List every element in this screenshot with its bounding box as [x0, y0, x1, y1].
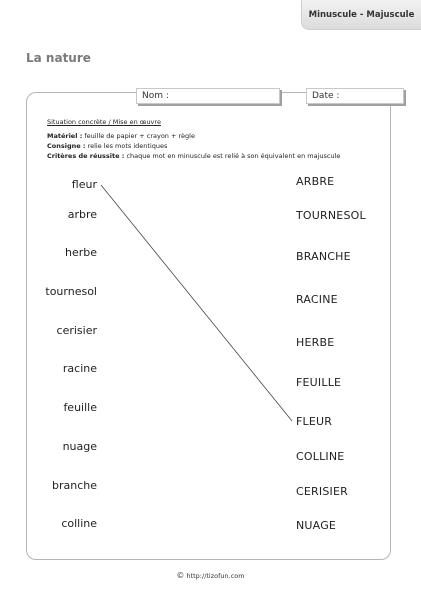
page-title: La nature	[26, 51, 91, 65]
left-word-feuille[interactable]: feuille	[63, 401, 97, 414]
materiel-label: Matériel :	[47, 132, 83, 140]
right-word-tournesol[interactable]: TOURNESOL	[296, 209, 366, 222]
right-word-colline[interactable]: COLLINE	[296, 450, 345, 463]
right-word-nuage[interactable]: NUAGE	[296, 519, 337, 532]
left-word-arbre[interactable]: arbre	[67, 208, 97, 221]
header-tab: Minuscule - Majuscule	[301, 0, 421, 30]
right-word-arbre[interactable]: ARBRE	[296, 175, 335, 188]
date-field[interactable]: Date :	[306, 88, 404, 104]
consigne-text: relie les mots identiques	[85, 142, 168, 150]
left-word-tournesol[interactable]: tournesol	[45, 285, 97, 298]
materiel-text: feuille de papier + crayon + règle	[82, 132, 195, 140]
footer-url[interactable]: http://tizofun.com	[186, 572, 245, 580]
right-word-herbe[interactable]: HERBE	[296, 336, 335, 349]
consigne-label: Consigne :	[47, 142, 86, 150]
left-word-cerisier[interactable]: cerisier	[56, 324, 97, 337]
right-word-fleur[interactable]: FLEUR	[296, 415, 333, 428]
example-connection-line	[101, 185, 292, 421]
left-word-herbe[interactable]: herbe	[64, 246, 97, 259]
left-word-nuage[interactable]: nuage	[62, 440, 97, 453]
copyright-icon: ©	[176, 571, 185, 580]
footer	[0, 571, 421, 580]
criteres-label: Critères de réussite :	[47, 152, 125, 160]
name-field[interactable]: Nom :	[136, 88, 280, 104]
left-word-branche[interactable]: branche	[51, 479, 97, 492]
right-word-racine[interactable]: RACINE	[296, 293, 338, 306]
left-word-colline[interactable]: colline	[61, 517, 97, 530]
section-heading: Situation concrète / Mise en œuvre	[47, 118, 161, 126]
left-word-racine[interactable]: racine	[62, 362, 97, 375]
criteres-text: chaque mot en minuscule est relié à son équivalent en majuscule	[124, 152, 341, 160]
right-word-cerisier[interactable]: CERISIER	[296, 485, 348, 498]
right-word-feuille[interactable]: FEUILLE	[296, 376, 342, 389]
left-word-fleur[interactable]: fleur	[71, 178, 97, 191]
right-word-branche[interactable]: BRANCHE	[296, 250, 351, 263]
